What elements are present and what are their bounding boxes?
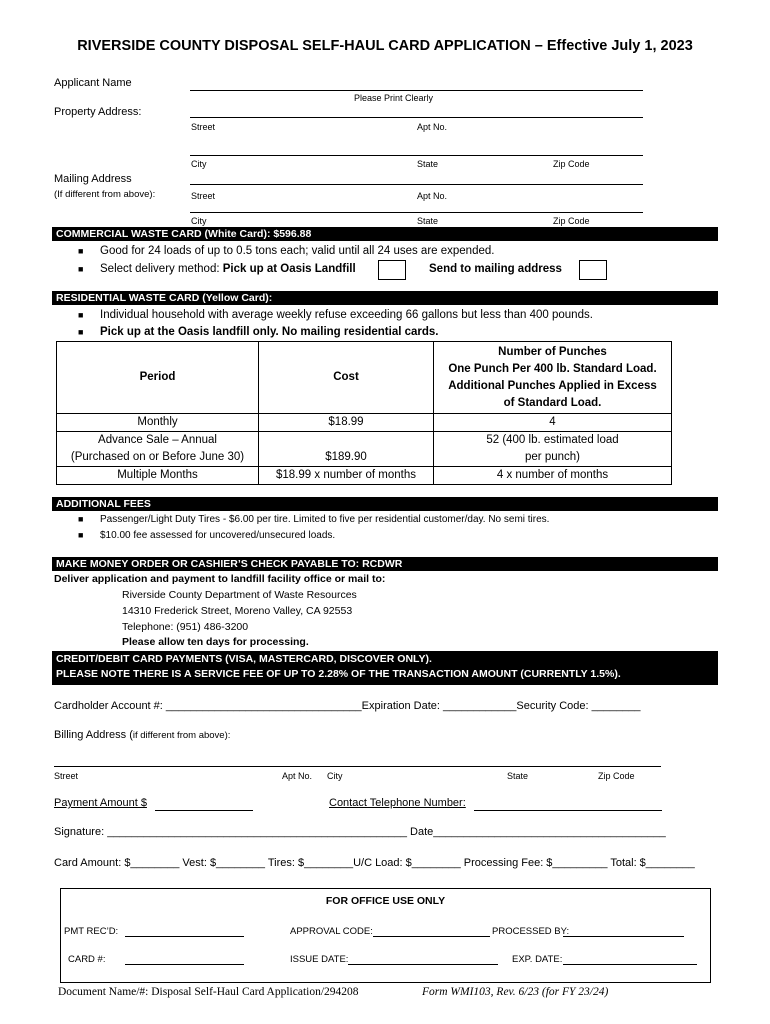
deliver-instructions: Deliver application and payment to landfill facility office or mail to:: [54, 573, 386, 585]
billing-zip-label: Zip Code: [598, 771, 635, 781]
amounts-line[interactable]: Card Amount: $________ Vest: $________ Tires: $________U/C Load: $________ Processing Fee: $_________ Total: $________: [54, 857, 695, 869]
property-zip-label: Zip Code: [553, 159, 590, 169]
office-header: FOR OFFICE USE ONLY: [325, 895, 446, 907]
mailing-apt-label: Apt No.: [417, 191, 448, 201]
multi-period: Multiple Months: [57, 467, 259, 485]
multi-punch: 4 x number of months: [434, 467, 672, 485]
commercial-bullet-1: ■ Good for 24 loads of up to 0.5 tons each; valid until all 24 uses are expended.: [78, 245, 495, 257]
exp-date-field[interactable]: [563, 964, 697, 965]
fees-header: ADDITIONAL FEES: [52, 497, 718, 511]
billing-address-label: Billing Address (if different from above):: [54, 729, 231, 741]
header-period: Period: [57, 342, 259, 414]
residential-bullet-1: ■ Individual household with average weekly refuse exceeding 66 gallons but less than 400 pounds.: [78, 309, 593, 321]
header-cost: Cost: [259, 342, 434, 414]
payable-header: MAKE MONEY ORDER OR CASHIER’S CHECK PAYABLE TO: RCDWR: [52, 557, 718, 571]
address-line-1: Riverside County Department of Waste Resources: [122, 589, 357, 601]
monthly-punch: 4: [434, 414, 672, 432]
annual-punch: 52 (400 lb. estimated load per punch): [434, 432, 672, 467]
property-city-label: City: [191, 159, 207, 169]
billing-city-label: City: [327, 771, 343, 781]
billing-apt-label: Apt No.: [282, 771, 313, 781]
table-header-row: [57, 342, 672, 414]
issue-date-label: ISSUE DATE:: [290, 954, 349, 965]
footer-form-number: Form WMI103, Rev. 6/23 (for FY 23/24): [422, 986, 609, 998]
credit-header: CREDIT/DEBIT CARD PAYMENTS (VISA, MASTERCARD, DISCOVER ONLY). PLEASE NOTE THERE IS A SERVICE FEE OF UP TO 2.28% OF THE TRANSACTION AMOUNT (CURRENTLY 1.5%).: [52, 651, 718, 685]
processed-by-label: PROCESSED BY:: [492, 926, 570, 937]
monthly-period: Monthly: [57, 414, 259, 432]
payment-amount-label: Payment Amount $: [54, 797, 147, 809]
commercial-header: COMMERCIAL WASTE CARD (White Card): $596.88: [52, 227, 718, 241]
commercial-bullet-2: ■ Select delivery method: Pick up at Oasis Landfill: [78, 263, 356, 275]
card-number-field[interactable]: [125, 964, 244, 965]
punch-table: [56, 341, 672, 485]
property-apt-label: Apt No.: [417, 122, 448, 132]
mailing-address-hint: (If different from above):: [54, 189, 156, 200]
mailing-zip-label: Zip Code: [553, 216, 590, 226]
send-mail-label: Send to mailing address: [429, 263, 562, 275]
footer-document-name: Document Name/#: Disposal Self-Haul Card Application/294208: [58, 986, 359, 998]
billing-state-label: State: [507, 771, 529, 781]
table-row: [57, 414, 672, 432]
fees-bullet-1: ■ Passenger/Light Duty Tires - $6.00 per tire. Limited to five per residential customer/day. No semi tires.: [78, 514, 550, 525]
residential-bullet-2: ■ Pick up at the Oasis landfill only. No mailing residential cards.: [78, 326, 439, 338]
property-city-field[interactable]: [190, 155, 643, 156]
header-punches: Number of Punches One Punch Per 400 lb. Standard Load. Additional Punches Applied in Excess of Standard Load.: [434, 342, 672, 414]
mailing-city-field[interactable]: [190, 212, 643, 213]
mailing-address-label: Mailing Address: [54, 173, 132, 185]
processing-note: Please allow ten days for processing.: [122, 636, 309, 648]
annual-cost: $189.90: [259, 432, 434, 467]
property-address-label: Property Address:: [54, 106, 142, 118]
page-title: RIVERSIDE COUNTY DISPOSAL SELF-HAUL CARD APPLICATION – Effective July 1, 2023: [77, 38, 693, 54]
pickup-checkbox[interactable]: [378, 260, 406, 280]
applicant-name-label: Applicant Name: [54, 77, 132, 89]
mailing-city-label: City: [191, 216, 207, 226]
approval-code-label: APPROVAL CODE:: [290, 926, 373, 937]
issue-date-field[interactable]: [348, 964, 498, 965]
monthly-cost: $18.99: [259, 414, 434, 432]
card-number-label: CARD #:: [68, 954, 106, 965]
property-street-field[interactable]: [190, 117, 643, 118]
contact-phone-field[interactable]: [474, 810, 662, 811]
contact-phone-label: Contact Telephone Number:: [329, 797, 466, 809]
multi-cost: $18.99 x number of months: [259, 467, 434, 485]
billing-address-field[interactable]: [54, 766, 661, 767]
payment-amount-field[interactable]: [155, 810, 253, 811]
approval-code-field[interactable]: [373, 936, 490, 937]
processed-by-field[interactable]: [563, 936, 684, 937]
table-row: [57, 432, 672, 467]
print-hint: Please Print Clearly: [354, 93, 434, 103]
annual-period: Advance Sale – Annual (Purchased on or Before June 30): [57, 432, 259, 467]
exp-date-label: EXP. DATE:: [512, 954, 563, 965]
address-line-2: 14310 Frederick Street, Moreno Valley, CA 92553: [122, 605, 353, 617]
residential-header: RESIDENTIAL WASTE CARD (Yellow Card):: [52, 291, 718, 305]
mailing-street-label: Street: [191, 191, 216, 201]
property-state-label: State: [417, 159, 439, 169]
mailing-state-label: State: [417, 216, 439, 226]
pmt-recd-label: PMT REC’D:: [64, 926, 119, 937]
signature-line[interactable]: Signature: _________________________________________________ Date______________________________________: [54, 826, 666, 838]
billing-street-label: Street: [54, 771, 79, 781]
fees-bullet-2: ■ $10.00 fee assessed for uncovered/unsecured loads.: [78, 530, 336, 541]
cardholder-account-line[interactable]: Cardholder Account #: ________________________________Expiration Date: ____________Security Code: ________: [54, 700, 641, 712]
telephone: Telephone: (951) 486-3200: [122, 621, 249, 633]
applicant-name-field[interactable]: [190, 90, 643, 91]
pmt-recd-field[interactable]: [125, 936, 244, 937]
table-row: [57, 467, 672, 485]
send-mail-checkbox[interactable]: [579, 260, 607, 280]
mailing-line-top: [190, 184, 643, 185]
property-street-label: Street: [191, 122, 216, 132]
